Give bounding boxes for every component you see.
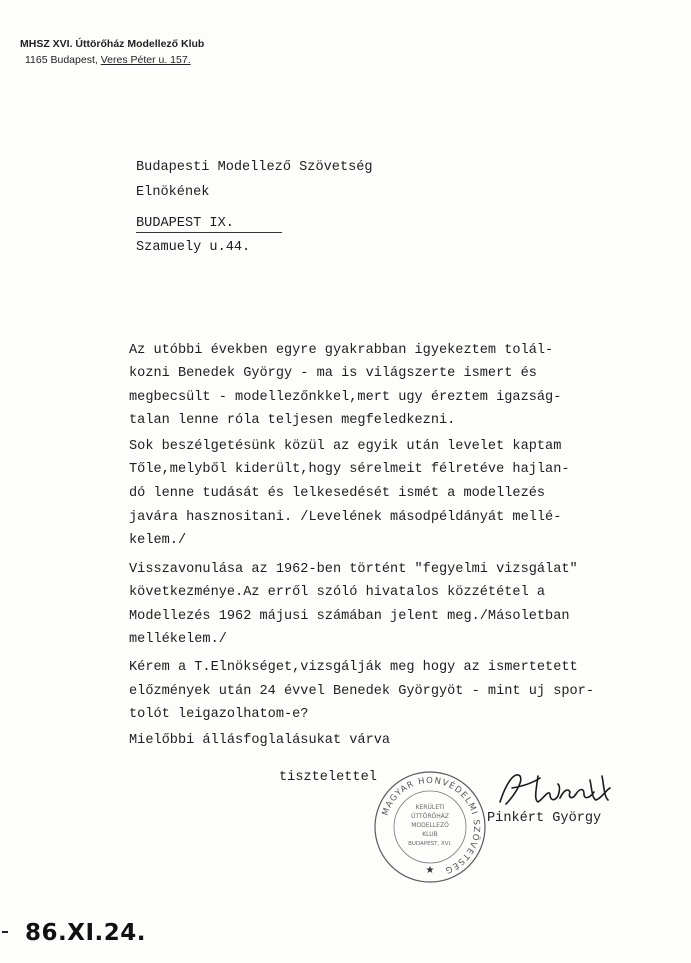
body-line: Mielőbbi állásfoglalásukat várva (129, 733, 391, 748)
body-line: javára hasznositani. /Levelének másodpéldányát mellé- (129, 510, 562, 525)
body-line: kelem./ (129, 533, 187, 548)
body-line: talan lenne róla teljesen megfeledkezni. (129, 413, 456, 428)
body-line: Az utóbbi években egyre gyakrabban igyekeztem tolál- (129, 343, 554, 358)
body-line: Sok beszélgetésünk közül az egyik után levelet kaptam (129, 439, 562, 454)
letterhead-line-1: MHSZ XVI. Úttörőház Modellező Klub (20, 38, 205, 50)
body-line: Modellezés 1962 májusi számában jelent meg./Másoletban (129, 609, 570, 624)
stamp-star-icon: ★ (425, 865, 435, 876)
closing-regards: tisztelettel (279, 770, 377, 785)
margin-mark (2, 931, 8, 933)
handwritten-date: 86.XI.24. (25, 920, 147, 946)
letterhead-street: Veres Péter u. 157. (100, 54, 191, 66)
body-line: tolót leigazolhatom-e? (129, 707, 309, 722)
body-line: megbecsült - modellezőnkkel,mert ugy éreztem igazság- (129, 390, 562, 405)
addressee-city: BUDAPEST IX. (136, 216, 234, 231)
stamp-inner-line: ÚTTÖRŐHÁZ (411, 813, 449, 820)
addressee-underline (136, 232, 282, 233)
stamp-inner-line: MODELLEZŐ (411, 822, 449, 829)
body-line: következménye.Az erről szóló hivatalos közzététel a (129, 585, 546, 600)
organization-stamp (372, 769, 488, 885)
stamp-ring-text: MAGYAR HONVÉDELMI SZÖVETSÉG (380, 775, 482, 876)
letterhead-line-2 (25, 54, 191, 66)
stamp-inner-line: KLUB (422, 831, 438, 838)
handwritten-signature (494, 768, 624, 816)
signer-name: Pinkért György (487, 811, 602, 826)
addressee-line-2: Elnökének (136, 185, 210, 200)
body-line: dó lenne tudását és lelkesedését ismét a modellezés (129, 486, 546, 501)
body-line: Visszavonulása az 1962-ben történt "fegyelmi vizsgálat" (129, 562, 578, 577)
body-line: előzmények után 24 évvel Benedek Györgyöt - mint uj spor- (129, 684, 594, 699)
stamp-inner-line: KERÜLETI (415, 804, 445, 811)
body-line: mellékelem./ (129, 632, 227, 647)
stamp-inner-line: BUDAPEST, XVI. (408, 841, 452, 847)
addressee-line-1: Budapesti Modellező Szövetség (136, 160, 373, 175)
letterhead-city: 1165 Budapest, (25, 54, 98, 66)
body-line: kozni Benedek György - ma is világszerte ismert és (129, 366, 537, 381)
body-line: Kérem a T.Elnökséget,vizsgálják meg hogy az ismertetett (129, 660, 578, 675)
body-line: Tőle,melyből kiderült,hogy sérelmeit félretéve hajlan- (129, 462, 570, 477)
addressee-street: Szamuely u.44. (136, 240, 251, 255)
